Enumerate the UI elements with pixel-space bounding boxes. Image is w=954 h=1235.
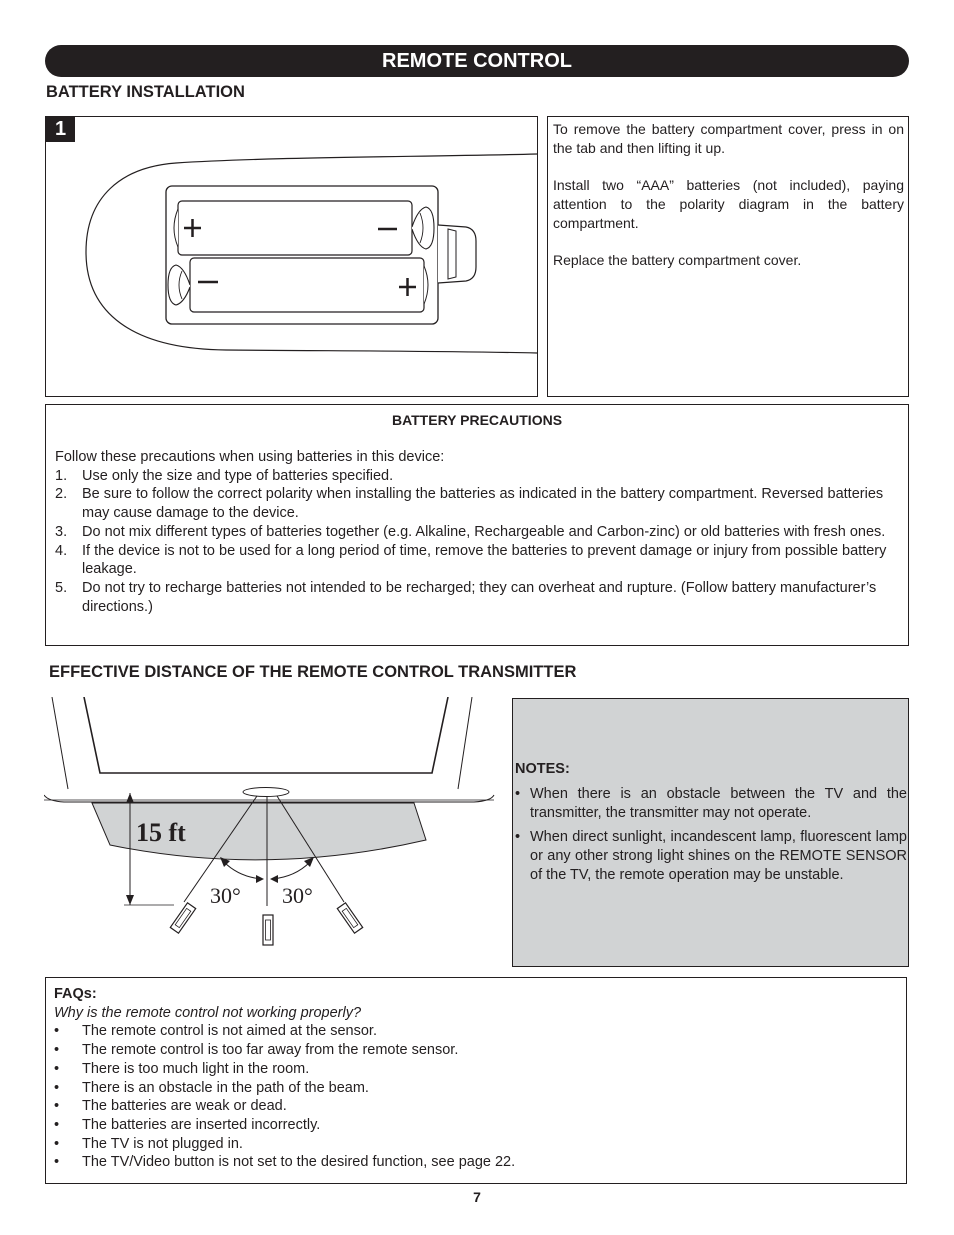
notes-box <box>512 698 909 967</box>
faq-box <box>45 977 907 1184</box>
precaution-item: 5. Do not try to recharge batteries not intended to be recharged; they can overheat and rupture. (Follow battery manufacturer’s directions.) <box>55 579 877 615</box>
remote-range-diagram <box>44 697 496 957</box>
notes-title: NOTES: <box>515 761 570 777</box>
precaution-item: 1. Use only the size and type of batteries specified. <box>55 467 394 484</box>
faq-answer-item: • There is too much light in the room. <box>54 1060 310 1077</box>
battery-compartment-illustration <box>46 117 537 396</box>
battery-instructions-box <box>547 116 909 397</box>
faq-answer-item: • The batteries are inserted incorrectly. <box>54 1116 321 1133</box>
faq-answer-item: • The remote control is too far away from the remote sensor. <box>54 1042 459 1059</box>
instruction-install-batteries: Install two “AAA” batteries (not included), paying attention to the polarity diagram in the battery compartment. <box>553 177 904 231</box>
page-title: REMOTE CONTROL <box>382 49 572 72</box>
precaution-item: 3. Do not mix different types of batteries together (e.g. Alkaline, Rechargeable and Carbon-zinc) or old batteries with fresh ones. <box>55 523 886 540</box>
faq-answer-item: • The TV is not plugged in. <box>54 1135 243 1152</box>
faq-answer-item: • The remote control is not aimed at the sensor. <box>54 1023 377 1040</box>
faq-answer-item: • There is an obstacle in the path of the beam. <box>54 1079 369 1096</box>
faq-answer-item: • The TV/Video button is not set to the desired function, see page 22. <box>54 1154 516 1171</box>
precaution-item: 2. Be sure to follow the correct polarity when installing the batteries as indicated in the battery compartment. Reversed batteries may cause damage to the device. <box>55 486 884 522</box>
note-item: • When there is an obstacle between the TV and the transmitter, the transmitter may not operate. <box>515 786 907 821</box>
effective-distance-heading: EFFECTIVE DISTANCE OF THE REMOTE CONTROL TRANSMITTER <box>49 663 577 681</box>
angle-left-label: 30° <box>210 883 241 908</box>
distance-label: 15 ft <box>136 818 186 847</box>
faq-answer-item: • The batteries are weak or dead. <box>54 1098 287 1115</box>
faq-question: Why is the remote control not working properly? <box>54 1004 362 1021</box>
precaution-item: 4. If the device is not to be used for a long period of time, remove the batteries to prevent damage or injury from possible battery leakage. <box>55 542 887 578</box>
battery-diagram-box <box>45 116 538 397</box>
angle-right-label: 30° <box>282 883 313 908</box>
instruction-replace-cover: Replace the battery compartment cover. <box>553 252 802 268</box>
instruction-remove-cover: To remove the battery compartment cover, press in on the tab and then lifting it up. <box>553 121 904 156</box>
note-item: • When direct sunlight, incandescent lamp, fluorescent lamp or any other strong light shines on the REMOTE SENSOR of the TV, the remote operation may be unstable. <box>515 829 907 883</box>
precautions-intro: Follow these precautions when using batteries in this device: <box>55 449 445 465</box>
battery-precautions-box <box>45 404 909 646</box>
battery-installation-heading: BATTERY INSTALLATION <box>46 83 245 101</box>
page-number: 7 <box>473 1189 481 1205</box>
step-number-badge: 1 <box>46 117 75 142</box>
battery-precautions-title: BATTERY PRECAUTIONS <box>391 412 563 428</box>
page-title-bar <box>45 45 909 77</box>
faq-title: FAQs: <box>54 986 97 1002</box>
